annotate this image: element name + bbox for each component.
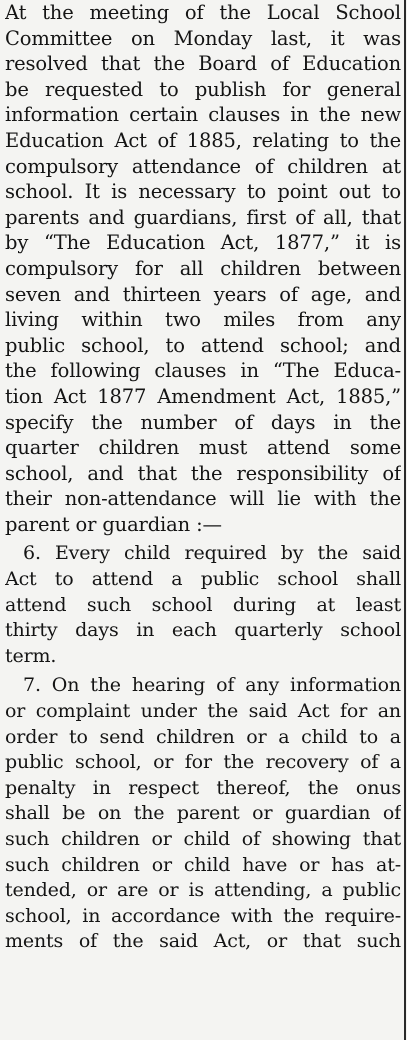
text-line: quarter children must attend some [5, 436, 401, 460]
text-line: penalty in respect thereof, the onus [5, 776, 401, 799]
text-line: At the meeting of the Local School [5, 1, 401, 24]
text-line: Education Act of 1885, relating to the [5, 128, 401, 152]
text-line: seven and thirteen years of age, and [5, 282, 401, 306]
text-line: public school, or for the recovery of a [5, 751, 401, 774]
intro-paragraph [5, 0, 401, 537]
text-line: tended, or are or is attending, a public [5, 879, 401, 902]
text-line: Act to attend a public school shall [5, 568, 401, 591]
text-line: school. It is necessary to point out to [5, 180, 401, 204]
text-line: their non-attendance will lie with the [5, 487, 401, 511]
text-line: 7. On the hearing of any information [23, 674, 401, 697]
text-line: thirty days in each quarterly school [5, 619, 401, 642]
text-line: 6. Every child required by the said [23, 542, 401, 565]
text-line: parents and guardians, first of all, that [5, 205, 401, 229]
text-line: school, in accordance with the require- [5, 904, 401, 927]
text-line: term. [5, 644, 57, 667]
text-line: ments of the said Act, or that such [5, 930, 401, 953]
text-line: attend such school during at least [5, 593, 401, 616]
text-line: public school, to attend school; and [5, 333, 401, 357]
text-line: resolved that the Board of Education [5, 52, 401, 76]
text-line: such children or child have or has at- [5, 853, 401, 876]
text-line: parent or guardian :— [5, 512, 222, 536]
text-line: compulsory attendance of children at [5, 154, 401, 178]
text-line: by “The Education Act, 1877,” it is [5, 231, 401, 255]
text-line: order to send children or a child to a [5, 725, 401, 748]
text-line: specify the number of days in the [5, 410, 401, 434]
text-line: tion Act 1877 Amendment Act, 1885,” [5, 384, 401, 408]
text-line: the following clauses in “The Educa- [5, 359, 401, 383]
text-line: shall be on the parent or guardian of [5, 802, 401, 825]
text-line: or complaint under the said Act for an [5, 700, 401, 723]
clause-7-paragraph [5, 673, 401, 955]
text-line: Committee on Monday last, it was [5, 26, 401, 50]
clause-6-paragraph [5, 541, 401, 669]
column-rule [404, 0, 406, 1040]
text-line: such children or child of showing that [5, 828, 401, 850]
text-line: information certain clauses in the new [5, 103, 401, 127]
text-line: compulsory for all children between [5, 256, 401, 280]
newspaper-column [5, 0, 401, 955]
text-line: living within two miles from any [5, 308, 401, 332]
text-line: school, and that the responsibility of [5, 461, 401, 485]
text-line: be requested to publish for general [5, 77, 401, 101]
